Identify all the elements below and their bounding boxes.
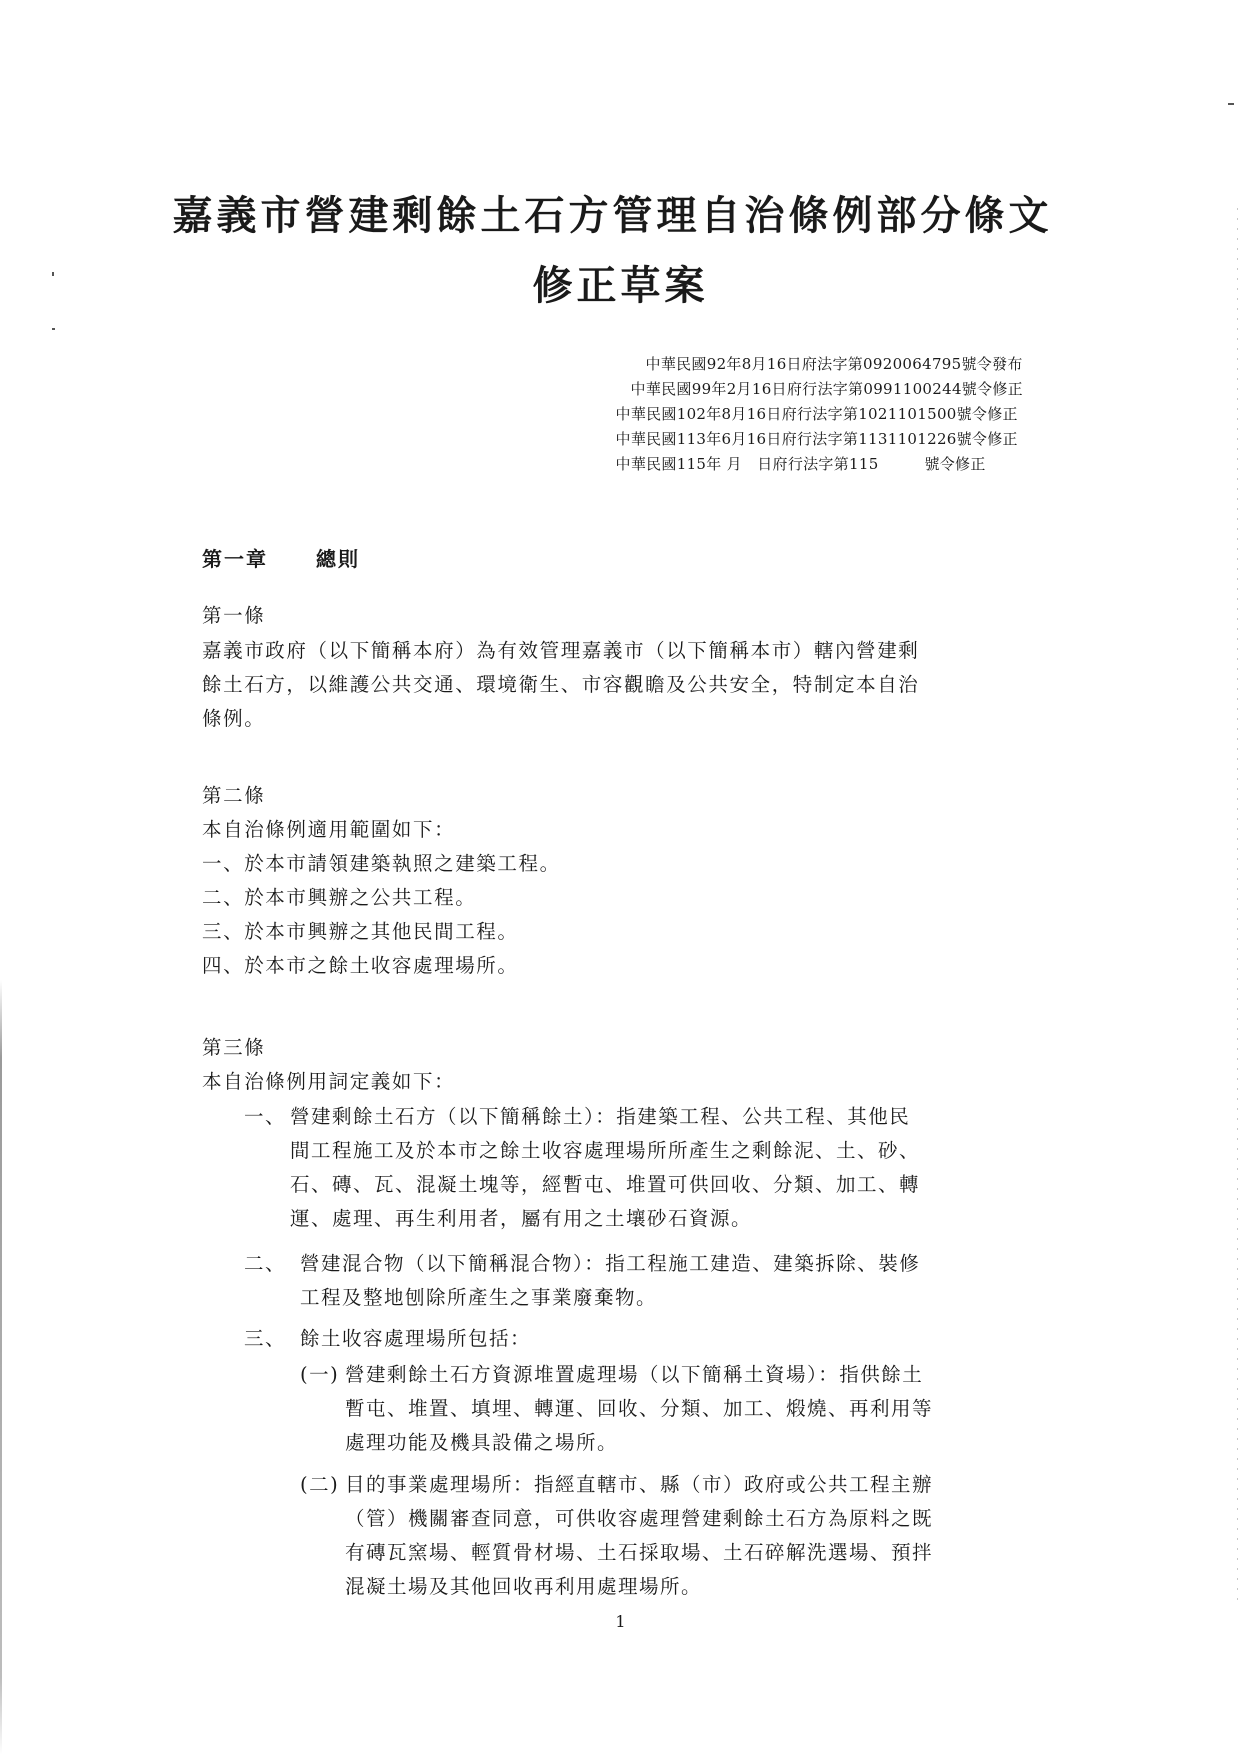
article-3-sub-2-body — [345, 1468, 933, 1604]
article-1-heading: 第一條 — [202, 604, 266, 627]
article-2-item: 四、於本市之餘土收容處理場所。 — [202, 954, 519, 977]
article-3-item-1-line: 間工程施工及於本市之餘土收容處理場所所產生之剩餘泥、土、砂、 — [290, 1139, 921, 1162]
article-3-heading: 第三條 — [202, 1036, 266, 1059]
article-3-item-2-line: 工程及整地刨除所產生之事業廢棄物。 — [300, 1286, 658, 1309]
article-1-line: 餘土石方，以維護公共交通、環境衛生、市容觀瞻及公共安全，特制定本自治 — [202, 673, 920, 696]
article-3-sub-2-line: 目的事業處理場所：指經直轄市、縣（市）政府或公共工程主辦 — [345, 1473, 934, 1496]
article-3-sub-2-line: （管）機關審查同意，可供收容處理營建剩餘土石方為原料之既 — [345, 1507, 934, 1530]
history-entry: 中華民國92年8月16日府法字第0920064795號令發布 — [645, 355, 1023, 373]
article-3-item-3-intro: 餘土收容處理場所包括： — [300, 1327, 532, 1350]
article-3-item-marker: 三、 — [244, 1327, 287, 1350]
article-1-line: 嘉義市政府（以下簡稱本府）為有效管理嘉義市（以下簡稱本市）轄內營建剩 — [202, 639, 920, 662]
scan-speck — [1228, 103, 1234, 105]
history-entry: 中華民國113年6月16日府行法字第1131101226號令修正 — [615, 430, 1018, 448]
document-title-line-1: 嘉義市營建剩餘土石方管理自治條例部分條文 — [172, 192, 1053, 239]
history-entry: 中華民國99年2月16日府行法字第0991100244號令修正 — [630, 380, 1023, 398]
chapter-heading — [202, 543, 360, 572]
article-3-item-1-line: 運、處理、再生利用者，屬有用之土壤砂石資源。 — [290, 1207, 753, 1230]
history-entry: 中華民國102年8月16日府行法字第1021101500號令修正 — [615, 405, 1018, 423]
article-3-sub-marker: (一) — [300, 1363, 340, 1386]
article-3-item-marker: 一、 — [244, 1105, 287, 1128]
article-3-intro: 本自治條例用詞定義如下： — [202, 1070, 456, 1093]
article-3-sub-2-line: 有磚瓦窯場、輕質骨材場、土石採取場、土石碎解洗選場、預拌 — [345, 1541, 934, 1564]
article-1-line: 條例。 — [202, 707, 266, 730]
article-2-item: 一、於本市請領建築執照之建築工程。 — [202, 852, 561, 875]
history-entry: 中華民國115年 月 日府行法字第115 號令修正 — [615, 455, 986, 473]
article-1-body — [202, 634, 919, 736]
article-3-sub-1-line: 處理功能及機具設備之場所。 — [345, 1431, 619, 1454]
article-3-item-1-line: 石、磚、瓦、混凝土塊等，經暫屯、堆置可供回收、分類、加工、轉 — [290, 1173, 921, 1196]
article-3-sub-1-body — [345, 1358, 933, 1460]
article-3-sub-2-line: 混凝土場及其他回收再利用處理場所。 — [345, 1575, 703, 1598]
article-3-item-2-line: 營建混合物（以下簡稱混合物）：指工程施工建造、建築拆除、裝修 — [300, 1252, 921, 1275]
amendment-history — [616, 352, 1023, 477]
scan-edge-right — [1237, 200, 1238, 1600]
document-title-line-2: 修正草案 — [532, 262, 709, 309]
article-3-item-2-body — [300, 1247, 920, 1315]
page-number: 1 — [615, 1612, 626, 1631]
article-3-item-1-body — [290, 1100, 920, 1236]
article-2-intro: 本自治條例適用範圍如下： — [202, 818, 456, 841]
article-3-sub-1-line: 暫屯、堆置、填埋、轉運、回收、分類、加工、煅燒、再利用等 — [345, 1397, 934, 1420]
scan-speck — [52, 328, 55, 330]
article-3-sub-marker: (二) — [300, 1473, 340, 1496]
chapter-number: 第一章 — [202, 547, 268, 571]
article-2-body — [202, 813, 561, 983]
article-2-item: 二、於本市興辦之公共工程。 — [202, 886, 477, 909]
article-3-sub-1-line: 營建剩餘土石方資源堆置處理場（以下簡稱土資場）：指供餘土 — [345, 1363, 924, 1386]
article-3-item-1-line: 營建剩餘土石方（以下簡稱餘土）：指建築工程、公共工程、其他民 — [290, 1105, 911, 1128]
article-3-item-marker: 二、 — [244, 1252, 287, 1275]
chapter-name: 總則 — [316, 547, 360, 571]
article-2-heading: 第二條 — [202, 784, 266, 807]
article-2-item: 三、於本市興辦之其他民間工程。 — [202, 920, 519, 943]
scan-edge-left — [0, 980, 2, 1755]
